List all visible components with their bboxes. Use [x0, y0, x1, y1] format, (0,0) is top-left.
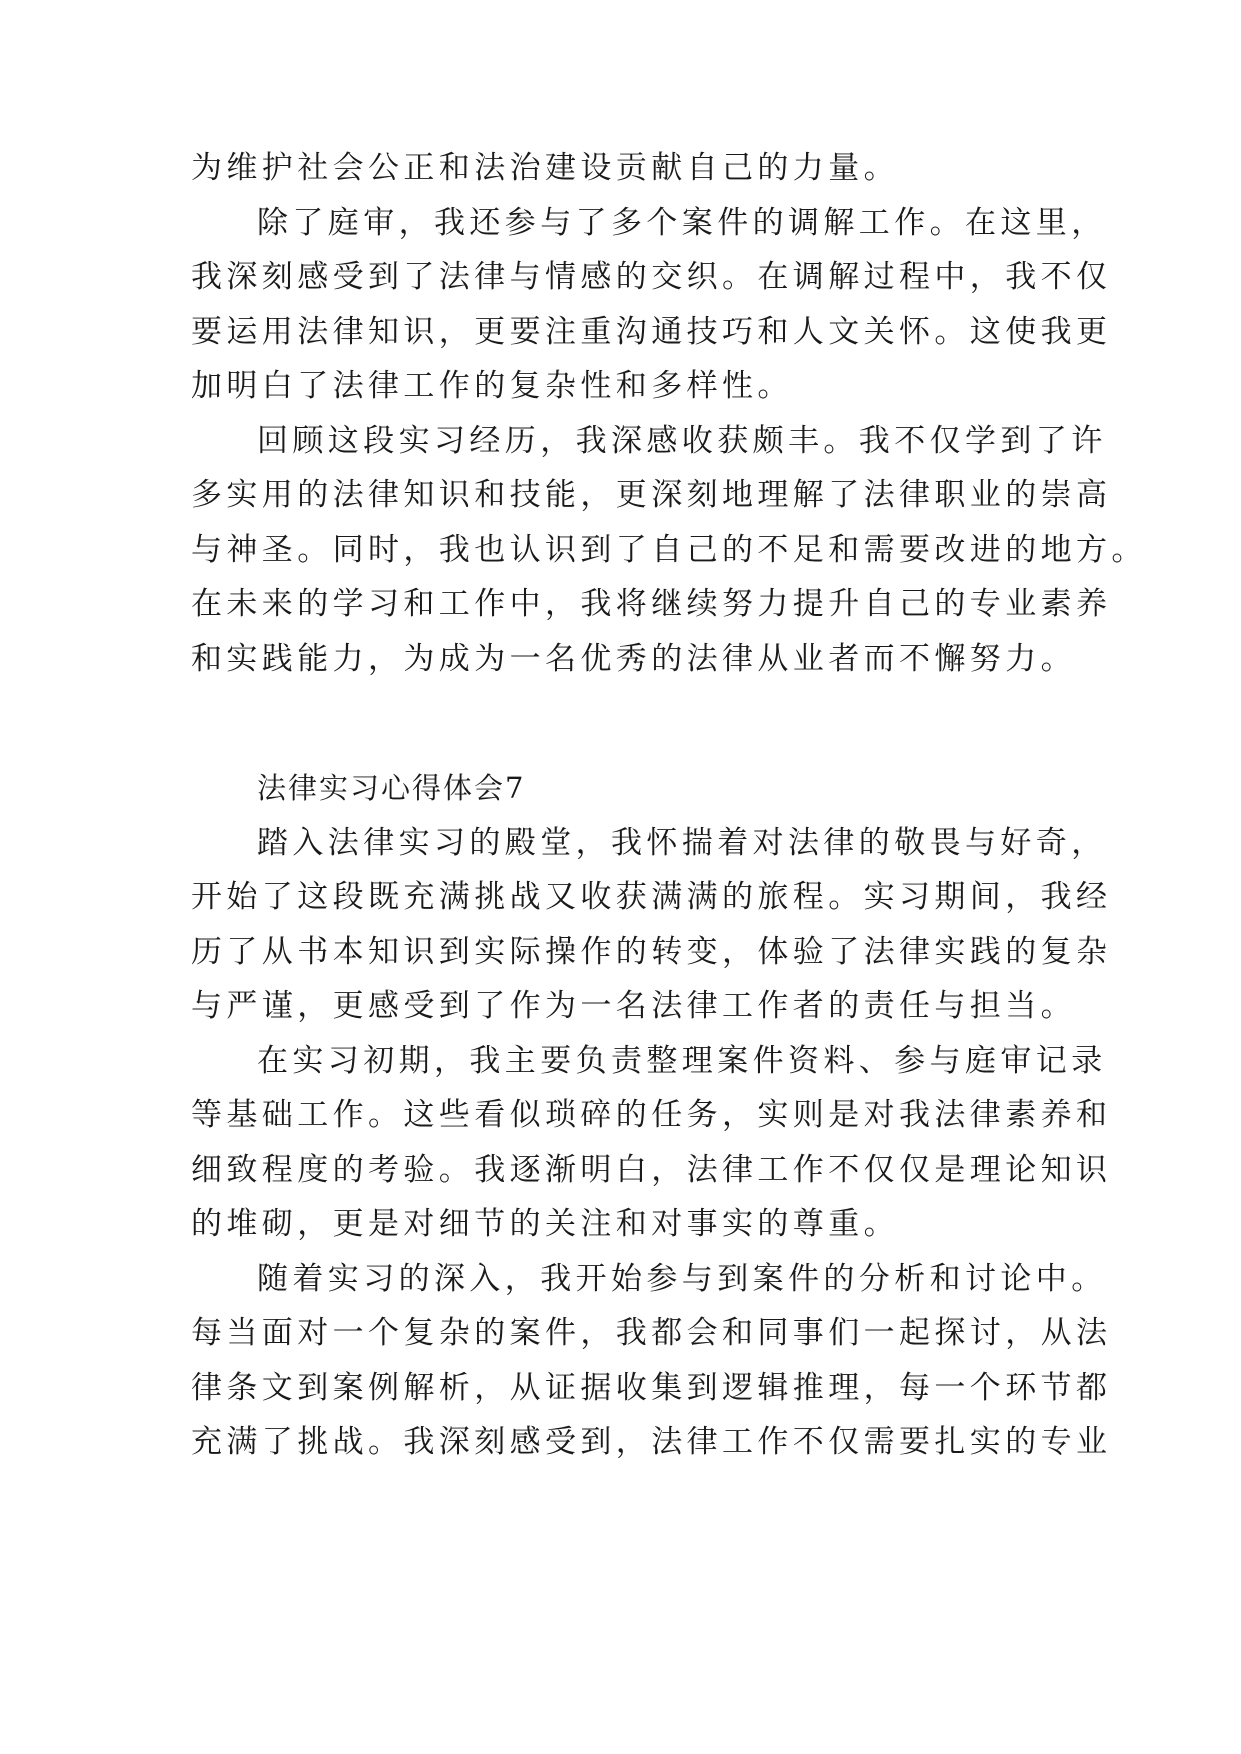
text-line: 与神圣。同时，我也认识到了自己的不足和需要改进的地方。	[191, 532, 1147, 568]
paragraph-start-line: 回顾这段实习经历，我深感收获颇丰。我不仅学到了许	[257, 423, 1107, 459]
text-line: 多实用的法律知识和技能，更深刻地理解了法律职业的崇高	[191, 477, 1112, 513]
text-line: 细致程度的考验。我逐渐明白，法律工作不仅仅是理论知识	[191, 1152, 1112, 1188]
text-line: 律条文到案例解析，从证据收集到逻辑推理，每一个环节都	[191, 1370, 1112, 1406]
text-line: 的堆砌，更是对细节的关注和对事实的尊重。	[191, 1206, 899, 1242]
section-heading: 法律实习心得体会7	[257, 771, 526, 805]
paragraph-start-line: 在实习初期，我主要负责整理案件资料、参与庭审记录	[257, 1043, 1107, 1079]
paragraph-start-line: 踏入法律实习的殿堂，我怀揣着对法律的敬畏与好奇，	[257, 825, 1107, 861]
paragraph-start-line: 随着实习的深入，我开始参与到案件的分析和讨论中。	[257, 1261, 1107, 1297]
paragraph-start-line: 除了庭审，我还参与了多个案件的调解工作。在这里，	[257, 205, 1107, 241]
text-line: 在未来的学习和工作中，我将继续努力提升自己的专业素养	[191, 586, 1112, 622]
text-line: 和实践能力，为成为一名优秀的法律从业者而不懈努力。	[191, 641, 1076, 677]
text-line: 充满了挑战。我深刻感受到，法律工作不仅需要扎实的专业	[191, 1424, 1112, 1460]
text-line: 每当面对一个复杂的案件，我都会和同事们一起探讨，从法	[191, 1315, 1112, 1351]
text-line: 加明白了法律工作的复杂性和多样性。	[191, 368, 793, 404]
text-line: 开始了这段既充满挑战又收获满满的旅程。实习期间，我经	[191, 879, 1112, 915]
text-line: 要运用法律知识，更要注重沟通技巧和人文关怀。这使我更	[191, 314, 1112, 350]
text-line: 我深刻感受到了法律与情感的交织。在调解过程中，我不仅	[191, 259, 1112, 295]
text-line: 为维护社会公正和法治建设贡献自己的力量。	[191, 150, 899, 186]
text-line: 历了从书本知识到实际操作的转变，体验了法律实践的复杂	[191, 934, 1112, 970]
text-line: 等基础工作。这些看似琐碎的任务，实则是对我法律素养和	[191, 1097, 1112, 1133]
text-line: 与严谨，更感受到了作为一名法律工作者的责任与担当。	[191, 988, 1076, 1024]
